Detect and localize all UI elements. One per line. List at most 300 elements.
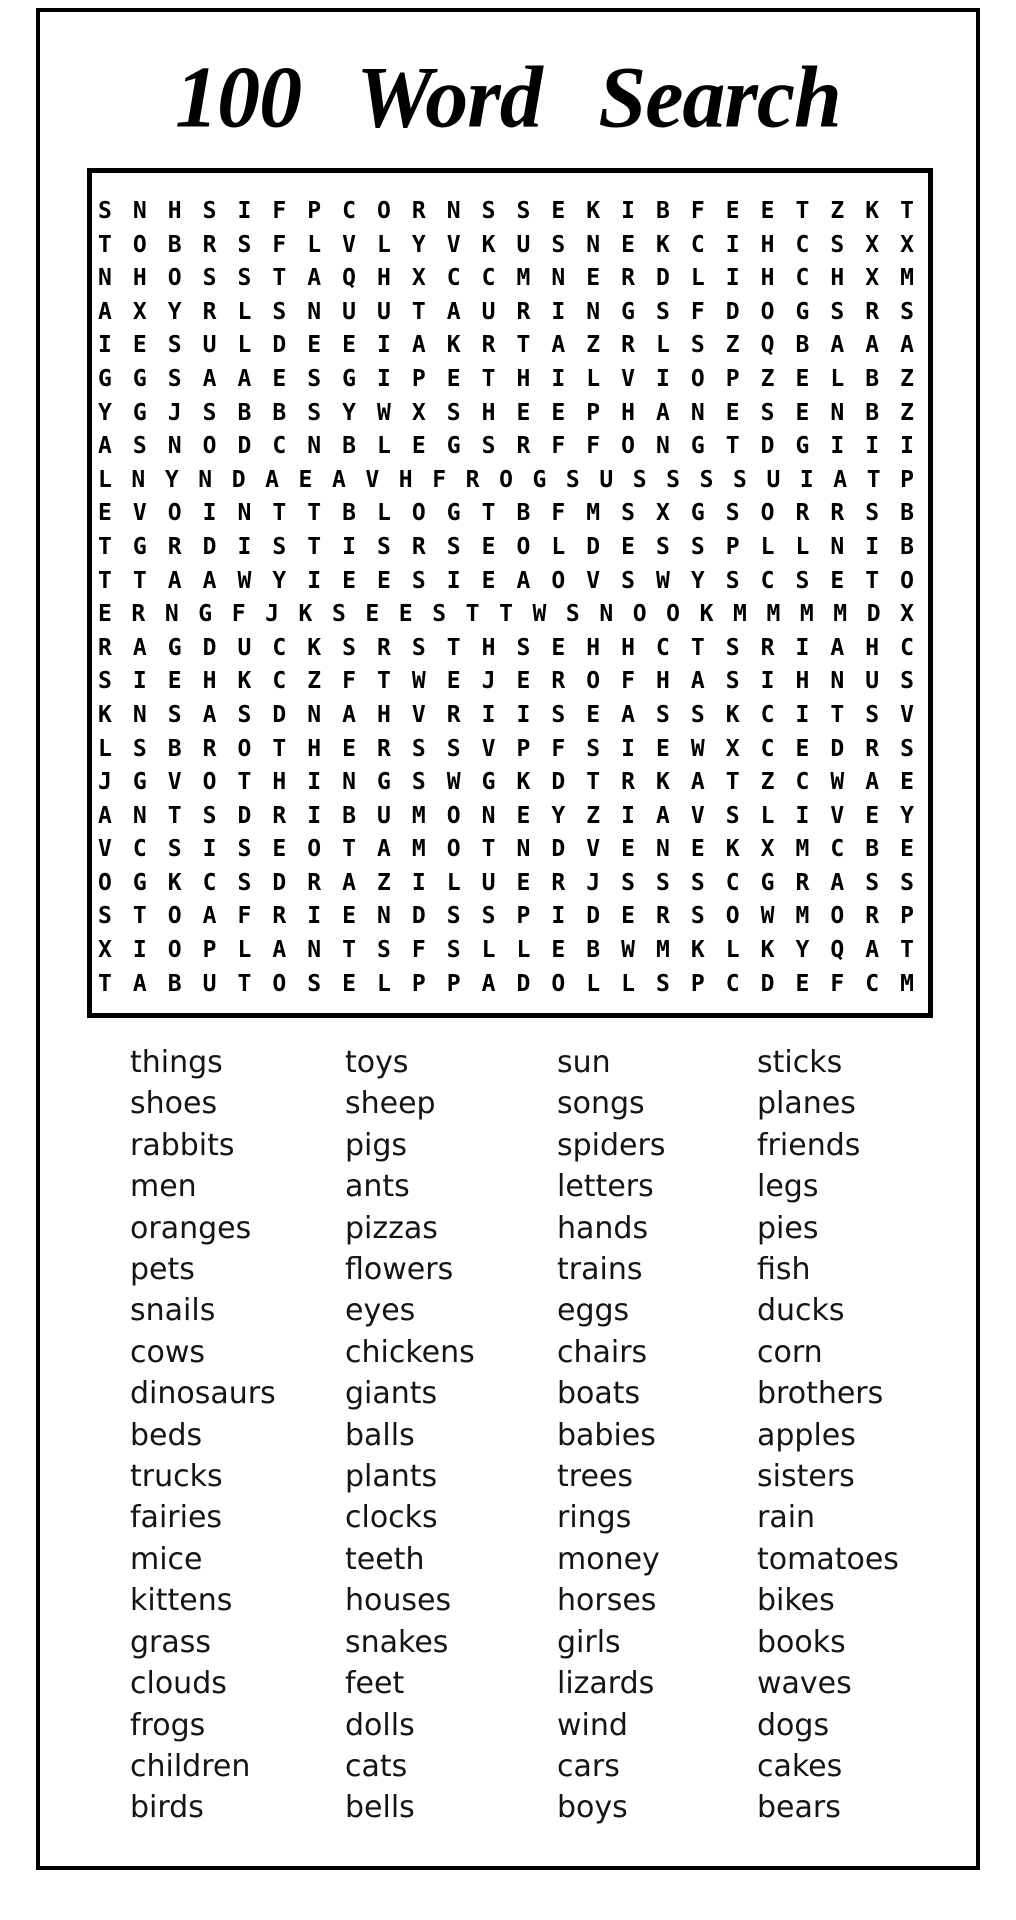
grid-cell[interactable]: X	[132, 298, 147, 325]
grid-cell[interactable]: S	[98, 903, 112, 930]
grid-cell[interactable]: S	[516, 198, 531, 224]
grid-cell[interactable]: O	[202, 433, 217, 460]
grid-cell[interactable]: T	[866, 466, 881, 493]
grid-cell[interactable]: Y	[167, 298, 182, 325]
grid-cell[interactable]: A	[865, 332, 880, 359]
grid-cell[interactable]: T	[98, 567, 112, 594]
grid-cell[interactable]: S	[446, 533, 461, 560]
grid-cell[interactable]: I	[621, 198, 635, 224]
grid-cell[interactable]: E	[656, 735, 670, 762]
grid-cell[interactable]: H	[167, 198, 182, 224]
grid-cell[interactable]: X	[900, 231, 914, 258]
grid-cell[interactable]: O	[760, 298, 775, 325]
grid-cell[interactable]: P	[307, 198, 322, 224]
grid-cell[interactable]: M	[799, 601, 814, 628]
grid-cell[interactable]: Y	[164, 466, 179, 493]
grid-cell[interactable]: V	[132, 500, 147, 527]
grid-cell[interactable]: O	[621, 433, 635, 460]
grid-cell[interactable]: L	[586, 970, 601, 997]
grid-cell[interactable]: I	[795, 802, 810, 829]
grid-cell[interactable]: L	[656, 332, 670, 359]
grid-cell[interactable]: W	[830, 769, 845, 796]
grid-cell[interactable]: X	[98, 937, 112, 964]
grid-cell[interactable]: D	[866, 601, 881, 628]
grid-cell[interactable]: S	[411, 567, 426, 594]
grid-cell[interactable]: G	[132, 365, 147, 392]
grid-cell[interactable]: A	[265, 466, 279, 493]
grid-cell[interactable]: S	[656, 701, 670, 728]
grid-cell[interactable]: A	[132, 634, 147, 661]
grid-cell[interactable]: V	[365, 466, 380, 493]
grid-cell[interactable]: M	[411, 802, 426, 829]
grid-cell[interactable]: A	[516, 567, 531, 594]
grid-cell[interactable]: G	[167, 634, 182, 661]
grid-cell[interactable]: U	[766, 466, 781, 493]
grid-cell[interactable]: C	[760, 735, 775, 762]
grid-cell[interactable]: M	[516, 265, 531, 292]
grid-cell[interactable]: Z	[900, 365, 914, 392]
grid-cell[interactable]: H	[656, 668, 670, 695]
grid-cell[interactable]: I	[377, 365, 391, 392]
grid-cell[interactable]: D	[586, 903, 601, 930]
grid-cell[interactable]: S	[795, 567, 810, 594]
grid-cell[interactable]: S	[900, 668, 914, 695]
grid-cell[interactable]: D	[272, 869, 287, 896]
grid-cell[interactable]: G	[690, 500, 705, 527]
grid-cell[interactable]: I	[132, 937, 147, 964]
grid-cell[interactable]: R	[516, 433, 531, 460]
grid-cell[interactable]: H	[621, 399, 635, 426]
grid-cell[interactable]: O	[167, 265, 182, 292]
grid-cell[interactable]: Z	[760, 769, 775, 796]
grid-cell[interactable]: I	[830, 433, 845, 460]
grid-cell[interactable]: R	[760, 634, 775, 661]
grid-cell[interactable]: S	[167, 332, 182, 359]
grid-cell[interactable]: T	[237, 769, 252, 796]
grid-cell[interactable]: R	[481, 332, 496, 359]
grid-cell[interactable]: E	[272, 365, 287, 392]
grid-cell[interactable]: K	[446, 332, 461, 359]
grid-cell[interactable]: I	[621, 802, 635, 829]
grid-cell[interactable]: X	[900, 601, 914, 628]
grid-cell[interactable]: C	[725, 869, 740, 896]
grid-cell[interactable]: R	[272, 802, 287, 829]
grid-cell[interactable]: T	[900, 937, 914, 964]
grid-cell[interactable]: S	[272, 533, 287, 560]
grid-cell[interactable]: I	[516, 701, 531, 728]
grid-cell[interactable]: S	[331, 601, 346, 628]
grid-cell[interactable]: Y	[98, 399, 112, 426]
grid-cell[interactable]: S	[411, 634, 426, 661]
grid-cell[interactable]: A	[98, 298, 112, 325]
grid-cell[interactable]: E	[132, 332, 147, 359]
grid-cell[interactable]: M	[900, 265, 914, 292]
grid-cell[interactable]: K	[725, 701, 740, 728]
grid-cell[interactable]: T	[307, 500, 322, 527]
grid-cell[interactable]: C	[272, 668, 287, 695]
grid-cell[interactable]: E	[795, 399, 810, 426]
grid-cell[interactable]: R	[377, 735, 391, 762]
grid-cell[interactable]: E	[551, 937, 566, 964]
grid-cell[interactable]: N	[132, 701, 147, 728]
grid-cell[interactable]: I	[725, 265, 740, 292]
grid-cell[interactable]: B	[167, 231, 182, 258]
grid-cell[interactable]: N	[342, 769, 356, 796]
grid-cell[interactable]: E	[690, 836, 705, 863]
grid-cell[interactable]: N	[237, 500, 252, 527]
grid-cell[interactable]: S	[690, 869, 705, 896]
grid-cell[interactable]: Y	[411, 231, 426, 258]
grid-cell[interactable]: P	[586, 399, 601, 426]
grid-cell[interactable]: I	[307, 567, 322, 594]
grid-cell[interactable]: S	[132, 735, 147, 762]
grid-cell[interactable]: T	[342, 937, 356, 964]
grid-cell[interactable]: H	[307, 735, 322, 762]
grid-cell[interactable]: G	[198, 601, 213, 628]
grid-cell[interactable]: N	[599, 601, 614, 628]
grid-cell[interactable]: P	[900, 466, 914, 493]
grid-cell[interactable]: P	[725, 533, 740, 560]
grid-cell[interactable]: C	[760, 567, 775, 594]
grid-cell[interactable]: A	[167, 567, 182, 594]
grid-cell[interactable]: C	[830, 836, 845, 863]
grid-cell[interactable]: T	[481, 836, 496, 863]
grid-cell[interactable]: S	[446, 735, 461, 762]
grid-cell[interactable]: N	[516, 836, 531, 863]
grid-cell[interactable]: A	[865, 769, 880, 796]
grid-cell[interactable]: O	[237, 735, 252, 762]
grid-cell[interactable]: R	[411, 533, 426, 560]
grid-cell[interactable]: E	[272, 836, 287, 863]
grid-cell[interactable]: R	[865, 298, 880, 325]
grid-cell[interactable]: L	[98, 735, 112, 762]
grid-cell[interactable]: S	[565, 466, 580, 493]
grid-cell[interactable]: E	[760, 198, 775, 224]
grid-cell[interactable]: P	[690, 970, 705, 997]
grid-cell[interactable]: K	[760, 937, 775, 964]
grid-cell[interactable]: T	[795, 198, 810, 224]
grid-cell[interactable]: E	[342, 332, 356, 359]
grid-cell[interactable]: E	[411, 433, 426, 460]
grid-cell[interactable]: J	[167, 399, 182, 426]
grid-cell[interactable]: A	[202, 567, 217, 594]
grid-cell[interactable]: E	[516, 869, 531, 896]
grid-cell[interactable]: S	[272, 298, 287, 325]
grid-cell[interactable]: N	[132, 198, 147, 224]
grid-cell[interactable]: S	[699, 466, 714, 493]
grid-cell[interactable]: S	[167, 701, 182, 728]
grid-cell[interactable]: S	[621, 500, 635, 527]
grid-cell[interactable]: N	[132, 802, 147, 829]
grid-cell[interactable]: R	[656, 903, 670, 930]
grid-cell[interactable]: T	[725, 433, 740, 460]
grid-cell[interactable]: H	[377, 265, 391, 292]
grid-cell[interactable]: W	[377, 399, 391, 426]
grid-cell[interactable]: N	[307, 937, 322, 964]
grid-cell[interactable]: L	[446, 869, 461, 896]
grid-cell[interactable]: I	[725, 231, 740, 258]
grid-cell[interactable]: E	[830, 567, 845, 594]
grid-cell[interactable]: D	[237, 433, 252, 460]
grid-cell[interactable]: C	[865, 970, 880, 997]
grid-cell[interactable]: T	[132, 903, 147, 930]
grid-cell[interactable]: R	[865, 903, 880, 930]
grid-cell[interactable]: O	[167, 937, 182, 964]
grid-cell[interactable]: S	[132, 433, 147, 460]
grid-cell[interactable]: F	[690, 298, 705, 325]
grid-cell[interactable]: M	[833, 601, 848, 628]
grid-cell[interactable]: G	[132, 769, 147, 796]
grid-cell[interactable]: I	[865, 533, 880, 560]
grid-cell[interactable]: R	[551, 869, 566, 896]
grid-cell[interactable]: Q	[830, 937, 845, 964]
grid-cell[interactable]: T	[900, 198, 914, 224]
grid-cell[interactable]: H	[865, 634, 880, 661]
grid-cell[interactable]: E	[621, 533, 635, 560]
grid-cell[interactable]: O	[830, 903, 845, 930]
grid-cell[interactable]: D	[760, 433, 775, 460]
grid-cell[interactable]: A	[331, 466, 346, 493]
grid-cell[interactable]: V	[411, 701, 426, 728]
grid-cell[interactable]: S	[446, 903, 461, 930]
grid-cell[interactable]: E	[377, 567, 391, 594]
grid-cell[interactable]: G	[481, 769, 496, 796]
grid-cell[interactable]: B	[272, 399, 287, 426]
grid-cell[interactable]: I	[481, 701, 496, 728]
grid-cell[interactable]: K	[656, 769, 670, 796]
grid-cell[interactable]: H	[760, 231, 775, 258]
grid-cell[interactable]: N	[690, 399, 705, 426]
grid-cell[interactable]: B	[586, 937, 601, 964]
grid-cell[interactable]: C	[342, 198, 356, 224]
grid-cell[interactable]: F	[237, 903, 252, 930]
grid-cell[interactable]: O	[760, 500, 775, 527]
grid-cell[interactable]: D	[272, 701, 287, 728]
grid-cell[interactable]: H	[516, 365, 531, 392]
grid-cell[interactable]: S	[632, 466, 647, 493]
grid-cell[interactable]: R	[307, 869, 322, 896]
grid-cell[interactable]: L	[237, 332, 252, 359]
grid-cell[interactable]: T	[499, 601, 513, 628]
grid-cell[interactable]: G	[690, 433, 705, 460]
grid-cell[interactable]: B	[865, 836, 880, 863]
grid-cell[interactable]: S	[481, 198, 496, 224]
grid-cell[interactable]: O	[307, 836, 322, 863]
grid-cell[interactable]: H	[398, 466, 413, 493]
grid-cell[interactable]: D	[202, 634, 217, 661]
grid-cell[interactable]: S	[481, 903, 496, 930]
grid-cell[interactable]: S	[656, 970, 670, 997]
grid-cell[interactable]: U	[516, 231, 531, 258]
grid-cell[interactable]: U	[599, 466, 614, 493]
grid-cell[interactable]: L	[795, 533, 810, 560]
grid-cell[interactable]: E	[342, 567, 356, 594]
grid-cell[interactable]: E	[795, 970, 810, 997]
grid-cell[interactable]: E	[446, 668, 461, 695]
grid-cell[interactable]: E	[795, 735, 810, 762]
grid-cell[interactable]: K	[237, 668, 252, 695]
grid-cell[interactable]: N	[164, 601, 179, 628]
grid-cell[interactable]: R	[830, 500, 845, 527]
grid-cell[interactable]: J	[481, 668, 496, 695]
grid-cell[interactable]: I	[237, 198, 252, 224]
grid-cell[interactable]: A	[690, 668, 705, 695]
grid-cell[interactable]: K	[656, 231, 670, 258]
grid-cell[interactable]: K	[167, 869, 182, 896]
grid-cell[interactable]: S	[690, 903, 705, 930]
grid-cell[interactable]: I	[621, 735, 635, 762]
grid-cell[interactable]: S	[621, 567, 635, 594]
grid-cell[interactable]: L	[830, 365, 845, 392]
grid-cell[interactable]: L	[377, 970, 391, 997]
grid-cell[interactable]: I	[795, 701, 810, 728]
grid-cell[interactable]: R	[621, 332, 635, 359]
grid-cell[interactable]: D	[551, 769, 566, 796]
grid-cell[interactable]: F	[231, 601, 246, 628]
grid-cell[interactable]: I	[307, 903, 322, 930]
grid-cell[interactable]: D	[760, 970, 775, 997]
grid-cell[interactable]: A	[865, 937, 880, 964]
grid-cell[interactable]: X	[865, 265, 880, 292]
grid-cell[interactable]: O	[167, 500, 182, 527]
grid-cell[interactable]: H	[132, 265, 147, 292]
grid-cell[interactable]: Z	[830, 198, 845, 224]
grid-cell[interactable]: O	[98, 869, 112, 896]
grid-cell[interactable]: H	[621, 634, 635, 661]
grid-cell[interactable]: I	[132, 668, 147, 695]
grid-cell[interactable]: D	[551, 836, 566, 863]
grid-cell[interactable]: S	[900, 298, 914, 325]
grid-cell[interactable]: H	[272, 769, 287, 796]
grid-cell[interactable]: T	[98, 533, 112, 560]
grid-cell[interactable]: A	[656, 399, 670, 426]
grid-cell[interactable]: T	[272, 500, 287, 527]
grid-cell[interactable]: L	[516, 937, 531, 964]
grid-cell[interactable]: F	[411, 937, 426, 964]
grid-cell[interactable]: L	[690, 265, 705, 292]
grid-cell[interactable]: K	[865, 198, 880, 224]
grid-cell[interactable]: N	[656, 433, 670, 460]
grid-cell[interactable]: E	[551, 634, 566, 661]
grid-cell[interactable]: I	[377, 332, 391, 359]
grid-cell[interactable]: T	[342, 836, 356, 863]
grid-cell[interactable]: V	[830, 802, 845, 829]
grid-cell[interactable]: S	[565, 601, 580, 628]
grid-cell[interactable]: S	[865, 500, 880, 527]
grid-cell[interactable]: X	[656, 500, 670, 527]
grid-cell[interactable]: T	[307, 533, 322, 560]
grid-cell[interactable]: Y	[690, 567, 705, 594]
grid-cell[interactable]: G	[342, 365, 356, 392]
grid-cell[interactable]: K	[307, 634, 322, 661]
grid-cell[interactable]: C	[446, 265, 461, 292]
grid-cell[interactable]: P	[725, 365, 740, 392]
grid-cell[interactable]: V	[900, 701, 914, 728]
grid-cell[interactable]: X	[760, 836, 775, 863]
grid-cell[interactable]: E	[551, 198, 566, 224]
grid-cell[interactable]: S	[237, 701, 252, 728]
grid-cell[interactable]: O	[551, 567, 566, 594]
grid-cell[interactable]: S	[167, 836, 182, 863]
grid-cell[interactable]: S	[202, 802, 217, 829]
grid-cell[interactable]: W	[532, 601, 547, 628]
grid-cell[interactable]: O	[132, 231, 147, 258]
grid-cell[interactable]: N	[586, 298, 601, 325]
grid-cell[interactable]: S	[760, 399, 775, 426]
grid-cell[interactable]: S	[237, 231, 252, 258]
grid-cell[interactable]: B	[516, 500, 531, 527]
grid-cell[interactable]: M	[656, 937, 670, 964]
grid-cell[interactable]: D	[725, 298, 740, 325]
grid-cell[interactable]: V	[342, 231, 356, 258]
grid-cell[interactable]: O	[272, 970, 287, 997]
grid-cell[interactable]: L	[377, 231, 391, 258]
grid-cell[interactable]: B	[900, 533, 914, 560]
grid-cell[interactable]: I	[411, 869, 426, 896]
grid-cell[interactable]: P	[202, 937, 217, 964]
grid-cell[interactable]: N	[131, 466, 146, 493]
grid-cell[interactable]: T	[132, 567, 147, 594]
grid-cell[interactable]: S	[516, 634, 531, 661]
grid-cell[interactable]: V	[446, 231, 461, 258]
grid-cell[interactable]: M	[795, 836, 810, 863]
grid-cell[interactable]: G	[621, 298, 635, 325]
grid-cell[interactable]: R	[272, 903, 287, 930]
grid-cell[interactable]: E	[298, 466, 313, 493]
grid-cell[interactable]: C	[900, 634, 914, 661]
grid-cell[interactable]: A	[446, 298, 461, 325]
grid-cell[interactable]: N	[656, 836, 670, 863]
grid-cell[interactable]: E	[98, 500, 112, 527]
grid-cell[interactable]: F	[551, 735, 566, 762]
grid-cell[interactable]: S	[432, 601, 447, 628]
grid-cell[interactable]: A	[132, 970, 147, 997]
grid-cell[interactable]: L	[237, 298, 252, 325]
grid-cell[interactable]: R	[411, 198, 426, 224]
grid-cell[interactable]: F	[621, 668, 635, 695]
grid-cell[interactable]: C	[690, 231, 705, 258]
grid-cell[interactable]: Z	[377, 869, 391, 896]
grid-cell[interactable]: T	[98, 970, 112, 997]
grid-cell[interactable]: L	[621, 970, 635, 997]
grid-cell[interactable]: B	[342, 433, 356, 460]
grid-cell[interactable]: R	[465, 466, 480, 493]
grid-cell[interactable]: G	[446, 433, 461, 460]
grid-cell[interactable]: I	[865, 433, 880, 460]
grid-cell[interactable]: E	[516, 802, 531, 829]
grid-cell[interactable]: S	[725, 668, 740, 695]
grid-cell[interactable]: E	[551, 399, 566, 426]
grid-cell[interactable]: A	[272, 937, 287, 964]
grid-cell[interactable]: G	[377, 769, 391, 796]
grid-cell[interactable]: Z	[760, 365, 775, 392]
grid-cell[interactable]: C	[132, 836, 147, 863]
grid-cell[interactable]: T	[237, 970, 252, 997]
grid-cell[interactable]: I	[202, 836, 217, 863]
grid-cell[interactable]: Y	[900, 802, 914, 829]
grid-cell[interactable]: S	[830, 231, 845, 258]
grid-cell[interactable]: R	[131, 601, 146, 628]
grid-cell[interactable]: V	[621, 365, 635, 392]
grid-cell[interactable]: E	[900, 836, 914, 863]
grid-cell[interactable]: S	[900, 735, 914, 762]
grid-cell[interactable]: S	[830, 298, 845, 325]
grid-cell[interactable]: X	[411, 399, 426, 426]
grid-cell[interactable]: N	[481, 802, 496, 829]
grid-cell[interactable]: E	[865, 802, 880, 829]
grid-cell[interactable]: W	[411, 668, 426, 695]
grid-cell[interactable]: W	[760, 903, 775, 930]
